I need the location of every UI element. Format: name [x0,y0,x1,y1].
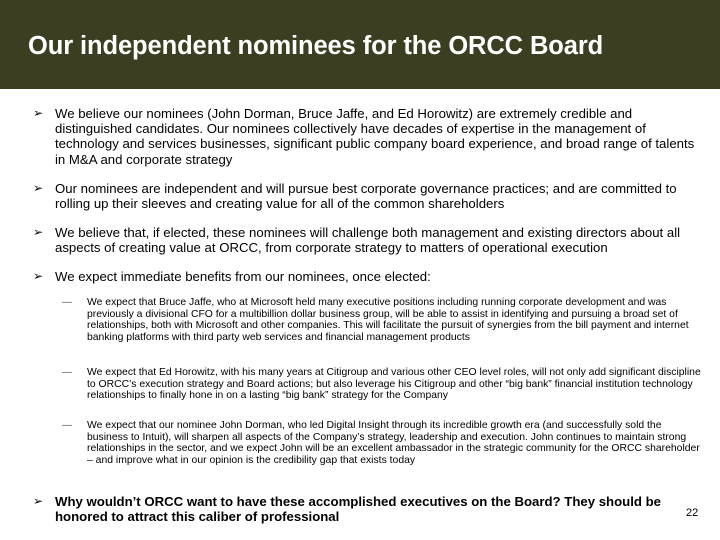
arrow-bullet-icon: ➢ [33,494,44,508]
sub-bullet-text: We expect that Bruce Jaffe, who at Microsoft held many executive positions including running corporate development and was previously a divisional CFO for a multibillion dollar business group, will be able to assist in identifying and pursuing a broad set of relationships, both with Microsoft and other companies. This will facilitate the pursuit of synergies from the bill payment and internet banking platforms with third party web services and financial management products [87,297,689,343]
bullet-nominees-challenge [33,225,703,255]
bullet-text: Why wouldn’t ORCC want to have these accomplished executives on the Board? They should be honored to attract this caliber of professional [55,494,661,525]
sub-bullet-john-dorman [62,420,702,466]
sub-bullet-bruce-jaffe [62,297,702,343]
bullet-text: We believe that, if elected, these nominees will challenge both management and existing directors about all aspects of creating value at ORCC, from corporate strategy to matters of operational execution [55,225,681,256]
arrow-bullet-icon: ➢ [33,181,44,195]
sub-bullet-ed-horowitz [62,367,702,402]
sub-bullet-text: We expect that our nominee John Dorman, who led Digital Insight through its incredible growth era (and successfully sold the business to Intuit), will sharpen all aspects of the Company’s strategy, leadership and execution. John continues to maintain strong relationships in the sector, and we expect John will be an excellent ambassador in the strategic community for the ORCC shareholder – and improve what in our opinion is the credibility gap that exists today [87,420,700,466]
dash-bullet-icon: — [62,420,72,431]
bullet-text: Our nominees are independent and will pursue best corporate governance practices; and are committed to rolling up their sleeves and creating value for all of the common shareholders [55,181,677,212]
arrow-bullet-icon: ➢ [33,269,44,283]
sub-bullet-text: We expect that Ed Horowitz, with his many years at Citigroup and various other CEO level roles, will not only add significant discipline to ORCC’s execution strategy and Board actions; but also leverage his Citigroup and other “big bank” financial institution technology relationships to finally hone in on a lasting “big bank” strategy for the Company [87,367,701,402]
dash-bullet-icon: — [62,297,72,308]
bullet-nominees-independent [33,181,703,211]
arrow-bullet-icon: ➢ [33,106,44,120]
arrow-bullet-icon: ➢ [33,225,44,239]
bullet-nominees-credible [33,106,703,167]
bullet-text: We expect immediate benefits from our nominees, once elected: [55,269,431,284]
page-number: 22 [686,507,699,519]
bullet-immediate-benefits [33,269,703,284]
bullet-text: We believe our nominees (John Dorman, Bruce Jaffe, and Ed Horowitz) are extremely credible and distinguished candidates. Our nominees collectively have decades of expertise in the management of technology and services businesses, significant public company board experience, and broad range of talents in M&A and corporate strategy [55,106,695,167]
slide-title: Our independent nominees for the ORCC Board [28,32,604,60]
bullet-closing-question [33,494,683,524]
dash-bullet-icon: — [62,367,72,378]
